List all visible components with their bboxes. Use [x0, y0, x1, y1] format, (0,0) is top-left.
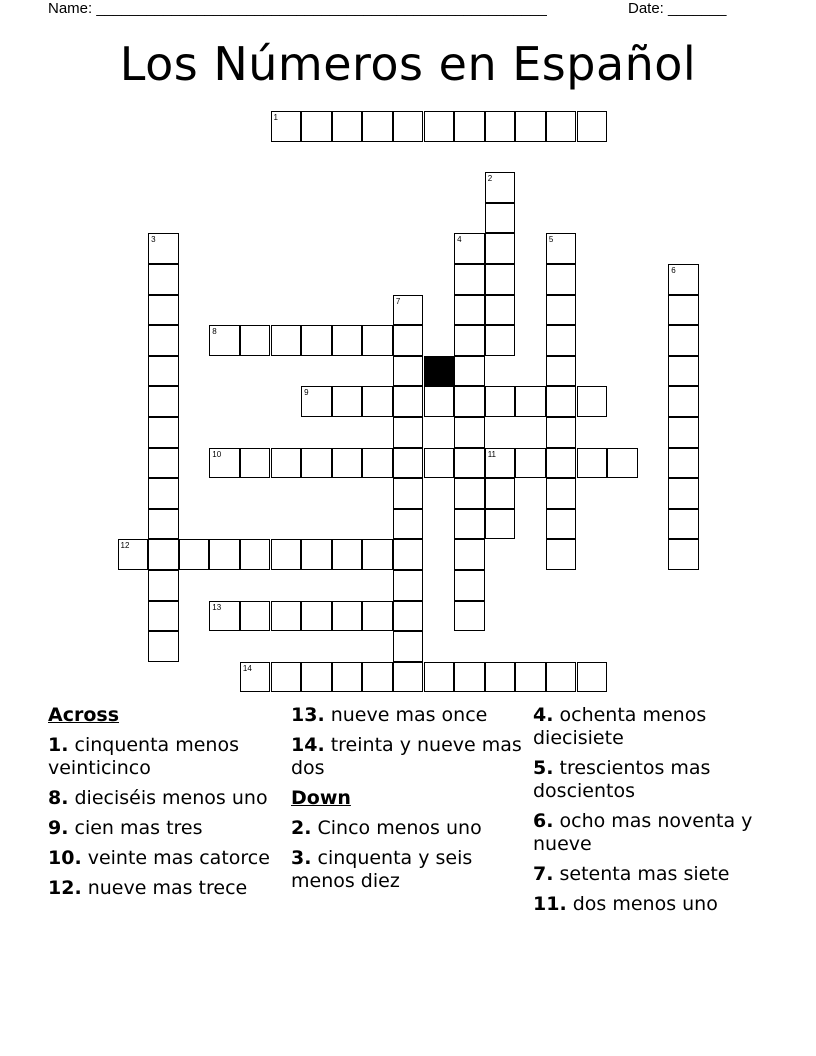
clue-item — [48, 877, 284, 900]
grid-cell[interactable] — [454, 111, 485, 142]
grid-cell[interactable] — [485, 264, 516, 295]
grid-cell[interactable] — [362, 325, 393, 356]
grid-cell[interactable] — [515, 111, 546, 142]
clue-number-label: 5 — [548, 235, 554, 245]
clue-text: Cinco menos uno — [311, 817, 482, 839]
grid-cell[interactable] — [668, 264, 699, 295]
grid-cell[interactable] — [209, 448, 240, 479]
clue-text: nueve mas trece — [81, 877, 248, 899]
grid-cell[interactable] — [454, 417, 485, 448]
clue-number-label: 1 — [273, 113, 278, 122]
grid-cell[interactable] — [393, 662, 424, 693]
clue-number: 13. — [291, 704, 325, 726]
down-heading: Down — [291, 787, 351, 809]
clue-text: dos menos uno — [566, 893, 718, 915]
grid-cell[interactable] — [424, 386, 455, 417]
clue-number: 3. — [291, 847, 312, 869]
grid-cell[interactable] — [209, 539, 240, 570]
clue-text: ochenta menos diecisiete — [533, 704, 707, 749]
clue-number-label: 13 — [212, 602, 222, 612]
grid-cell[interactable] — [393, 417, 424, 448]
clue-item — [533, 863, 769, 886]
grid-cell[interactable] — [577, 662, 608, 693]
clue-text: trescientos mas doscientos — [533, 757, 711, 802]
clue-number: 2. — [291, 817, 312, 839]
clue-number-label: 4 — [457, 235, 462, 245]
clue-text: ocho mas noventa y nueve — [533, 810, 753, 855]
clue-text: cien mas tres — [68, 817, 203, 839]
grid-cell[interactable] — [362, 539, 393, 570]
clue-item — [291, 817, 527, 840]
grid-cell[interactable] — [271, 448, 302, 479]
clue-text: dieciséis menos uno — [68, 787, 268, 809]
grid-cell[interactable] — [668, 295, 699, 326]
clue-number-label: 6 — [671, 266, 676, 275]
grid-cell[interactable] — [118, 539, 149, 570]
grid-cell[interactable] — [546, 111, 577, 142]
grid-cell[interactable] — [454, 662, 485, 693]
grid-cell[interactable] — [546, 662, 577, 693]
grid-cell[interactable] — [454, 570, 485, 601]
clue-text: nueve mas once — [324, 704, 488, 726]
clue-item — [291, 734, 527, 780]
grid-cell[interactable] — [148, 295, 179, 326]
clue-text: setenta mas siete — [553, 863, 730, 885]
grid-cell[interactable] — [301, 448, 332, 479]
clue-number: 9. — [48, 817, 69, 839]
grid-cell[interactable] — [546, 539, 577, 570]
grid-cell[interactable] — [546, 356, 577, 387]
grid-cell[interactable] — [485, 509, 516, 540]
grid-cell[interactable] — [546, 325, 577, 356]
clue-item — [533, 810, 769, 856]
grid-cell[interactable] — [301, 325, 332, 356]
grid-cell[interactable] — [393, 539, 424, 570]
clue-number: 1. — [48, 734, 69, 756]
grid-cell[interactable] — [332, 662, 363, 693]
grid-cell[interactable] — [485, 295, 516, 326]
grid-cell[interactable] — [240, 601, 271, 632]
grid-cell[interactable] — [393, 386, 424, 417]
grid-cell[interactable] — [668, 386, 699, 417]
grid-cell[interactable] — [393, 509, 424, 540]
grid-cell[interactable] — [332, 325, 363, 356]
grid-cell[interactable] — [546, 448, 577, 479]
page-title: Los Números en Español — [119, 37, 697, 91]
grid-cell[interactable] — [546, 264, 577, 295]
clues-column-3 — [533, 704, 769, 923]
grid-cell[interactable] — [240, 325, 271, 356]
grid-cell[interactable] — [485, 662, 516, 693]
grid-cell[interactable] — [332, 601, 363, 632]
clue-text: cinquenta menos veinticinco — [48, 734, 239, 779]
grid-cell[interactable] — [209, 601, 240, 632]
grid-cell[interactable] — [393, 356, 424, 387]
black-square — [424, 356, 455, 387]
grid-cell[interactable] — [668, 325, 699, 356]
grid-cell[interactable] — [454, 386, 485, 417]
clue-item — [48, 817, 284, 840]
clue-number: 12. — [48, 877, 82, 899]
clue-item — [533, 893, 769, 916]
clue-number-label: 14 — [242, 663, 252, 673]
grid-cell[interactable] — [393, 631, 424, 662]
grid-cell[interactable] — [668, 539, 699, 570]
name-line: Name: ______________________________________________________ — [48, 0, 547, 17]
grid-cell[interactable] — [424, 448, 455, 479]
clue-text: cinquenta y seis menos diez — [291, 847, 473, 892]
clue-number-label: 3 — [151, 235, 156, 245]
grid-cell[interactable] — [393, 478, 424, 509]
grid-cell[interactable] — [332, 539, 363, 570]
grid-cell[interactable] — [668, 448, 699, 479]
grid-cell[interactable] — [148, 386, 179, 417]
grid-cell[interactable] — [546, 295, 577, 326]
grid-cell[interactable] — [546, 478, 577, 509]
grid-cell[interactable] — [148, 233, 179, 264]
grid-cell[interactable] — [362, 111, 393, 142]
clue-number-label: 12 — [120, 541, 130, 551]
down-clue-list — [291, 817, 527, 893]
clue-item — [48, 847, 284, 870]
clue-number: 14. — [291, 734, 325, 756]
grid-cell[interactable] — [668, 356, 699, 387]
grid-cell[interactable] — [179, 539, 210, 570]
grid-cell[interactable] — [393, 570, 424, 601]
clues-column-2 — [291, 704, 527, 900]
grid-cell[interactable] — [393, 448, 424, 479]
grid-cell[interactable] — [546, 233, 577, 264]
grid-cell[interactable] — [362, 386, 393, 417]
across-heading: Across — [48, 704, 120, 726]
clue-number-label: 7 — [395, 296, 401, 306]
date-line: Date: _______ — [628, 0, 727, 17]
clue-item — [48, 787, 284, 810]
grid-cell[interactable] — [485, 203, 516, 234]
grid-cell[interactable] — [668, 509, 699, 540]
grid-cell[interactable] — [393, 295, 424, 326]
grid-cell[interactable] — [148, 325, 179, 356]
clue-number: 11. — [533, 893, 567, 915]
grid-cell[interactable] — [515, 386, 546, 417]
clue-number: 6. — [533, 810, 554, 832]
grid-cell[interactable] — [301, 601, 332, 632]
clue-number-label: 8 — [212, 327, 217, 337]
clue-number: 10. — [48, 847, 82, 869]
grid-cell[interactable] — [301, 662, 332, 693]
grid-cell[interactable] — [240, 539, 271, 570]
grid-cell[interactable] — [485, 172, 516, 203]
grid-cell[interactable] — [301, 111, 332, 142]
grid-cell[interactable] — [454, 478, 485, 509]
grid-cell[interactable] — [546, 509, 577, 540]
grid-cell[interactable] — [393, 325, 424, 356]
grid-cell[interactable] — [577, 111, 608, 142]
grid-cell[interactable] — [454, 539, 485, 570]
clue-item — [48, 734, 284, 780]
grid-cell[interactable] — [546, 386, 577, 417]
grid-cell[interactable] — [240, 662, 271, 693]
clue-item — [533, 704, 769, 750]
grid-cell[interactable] — [271, 601, 302, 632]
grid-cell[interactable] — [454, 233, 485, 264]
across-clue-list — [291, 704, 527, 780]
grid-cell[interactable] — [362, 662, 393, 693]
clue-number: 5. — [533, 757, 554, 779]
clue-number: 4. — [533, 704, 554, 726]
grid-cell[interactable] — [393, 111, 424, 142]
grid-cell[interactable] — [577, 386, 608, 417]
grid-cell[interactable] — [424, 662, 455, 693]
grid-cell[interactable] — [271, 111, 302, 142]
grid-cell[interactable] — [148, 448, 179, 479]
grid-cell[interactable] — [148, 539, 179, 570]
grid-cell[interactable] — [271, 325, 302, 356]
clue-number-label: 10 — [212, 449, 222, 459]
grid-cell[interactable] — [148, 570, 179, 601]
clue-number-label: 2 — [487, 174, 493, 184]
grid-cell[interactable] — [485, 233, 516, 264]
grid-cell[interactable] — [424, 111, 455, 142]
clue-number-label: 9 — [304, 388, 309, 398]
grid-cell[interactable] — [485, 111, 516, 142]
grid-cell[interactable] — [515, 662, 546, 693]
grid-cell[interactable] — [668, 417, 699, 448]
grid-cell[interactable] — [240, 448, 271, 479]
grid-cell[interactable] — [148, 478, 179, 509]
grid-cell[interactable] — [301, 539, 332, 570]
grid-cell[interactable] — [454, 356, 485, 387]
grid-cell[interactable] — [454, 448, 485, 479]
grid-cell[interactable] — [332, 386, 363, 417]
clue-text: treinta y nueve mas dos — [291, 734, 522, 779]
grid-cell[interactable] — [362, 448, 393, 479]
grid-cell[interactable] — [485, 386, 516, 417]
grid-cell[interactable] — [148, 264, 179, 295]
grid-cell[interactable] — [148, 356, 179, 387]
grid-cell[interactable] — [546, 417, 577, 448]
grid-cell[interactable] — [607, 448, 638, 479]
grid-cell[interactable] — [148, 417, 179, 448]
grid-cell[interactable] — [362, 601, 393, 632]
grid-cell[interactable] — [271, 662, 302, 693]
grid-cell[interactable] — [148, 509, 179, 540]
grid-cell[interactable] — [393, 601, 424, 632]
grid-cell[interactable] — [485, 478, 516, 509]
grid-cell[interactable] — [454, 295, 485, 326]
clue-item — [291, 704, 527, 727]
across-clue-list — [48, 734, 284, 900]
grid-cell[interactable] — [668, 478, 699, 509]
clue-number: 8. — [48, 787, 69, 809]
grid-cell[interactable] — [301, 386, 332, 417]
grid-cell[interactable] — [148, 601, 179, 632]
grid-cell[interactable] — [454, 325, 485, 356]
grid-cell[interactable] — [148, 631, 179, 662]
clues-column-1 — [48, 704, 284, 907]
grid-cell[interactable] — [515, 448, 546, 479]
grid-cell[interactable] — [454, 264, 485, 295]
grid-cell[interactable] — [454, 601, 485, 632]
grid-cell[interactable] — [454, 509, 485, 540]
down-clue-list — [533, 704, 769, 916]
clue-item — [291, 847, 527, 893]
grid-cell[interactable] — [485, 325, 516, 356]
grid-cell[interactable] — [332, 111, 363, 142]
clue-item — [533, 757, 769, 803]
grid-cell[interactable] — [209, 325, 240, 356]
grid-cell[interactable] — [271, 539, 302, 570]
grid-cell[interactable] — [485, 448, 516, 479]
clue-number-label: 11 — [487, 449, 496, 459]
clue-number: 7. — [533, 863, 554, 885]
grid-cell[interactable] — [332, 448, 363, 479]
clue-text: veinte mas catorce — [81, 847, 270, 869]
grid-cell[interactable] — [577, 448, 608, 479]
